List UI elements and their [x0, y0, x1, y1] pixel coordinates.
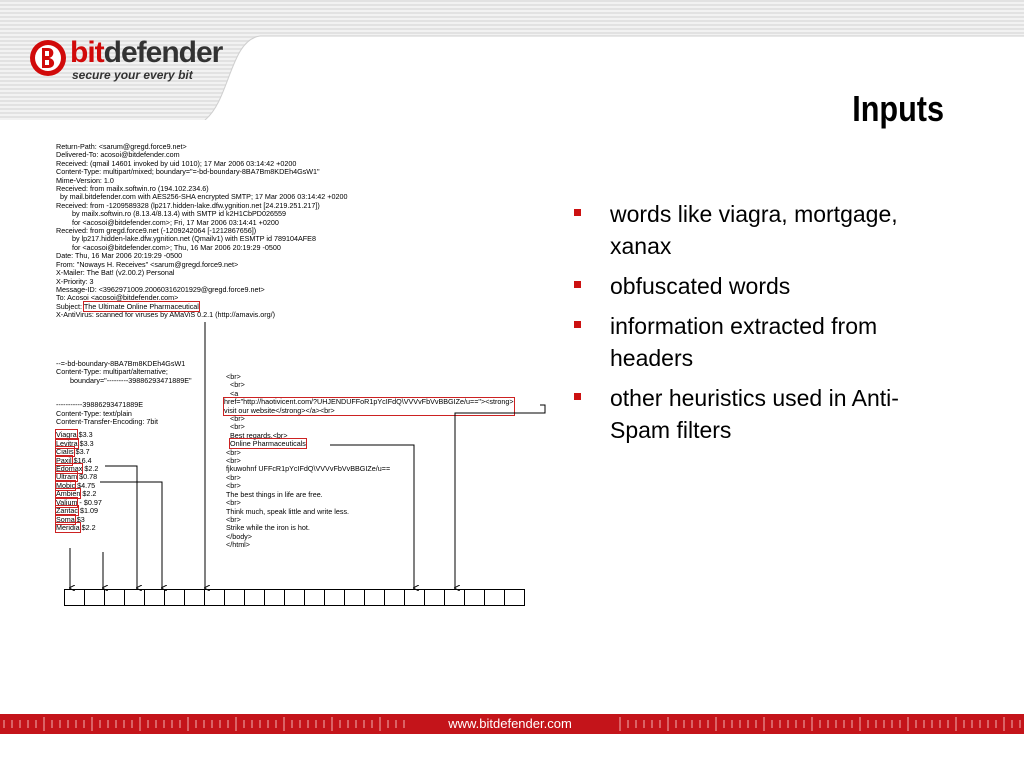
email-text-part	[56, 360, 226, 532]
product-name: Ultram	[56, 472, 78, 482]
bullet-text: obfuscated words	[610, 273, 791, 299]
feature-cell	[244, 589, 265, 606]
bullet-item	[574, 270, 914, 302]
signature-value: Online Pharmaceuticals	[230, 439, 306, 449]
product-name: Ambien	[56, 489, 81, 499]
html-link-line: href="http://haotivicent.com/?UHJENDUFFoR1pYcIFdQ\VVVvFbVvBBGIZe/u=="><strong>	[224, 397, 514, 407]
product-price: $1.09	[77, 506, 98, 516]
header-line: Mime-Version: 1.0	[56, 175, 114, 185]
header-line: for <acosoi@bitdefender.com>; Thu, 16 Mar 2006 20:19:29 -0500	[56, 242, 281, 252]
html-line: <br>	[226, 472, 241, 482]
bullet-text: information extracted from headers	[610, 313, 878, 371]
feature-cell	[164, 589, 185, 606]
product-price: $0.78	[77, 472, 98, 482]
feature-cell	[344, 589, 365, 606]
header-line: by mail.bitdefender.com with AES256-SHA encrypted SMTP; 17 Mar 2006 03:14:42 +0200	[56, 192, 348, 202]
feature-cell	[404, 589, 425, 606]
product-name: Paxil	[56, 455, 72, 465]
html-line: Strike while the iron is hot.	[226, 523, 310, 533]
email-source	[56, 143, 536, 320]
product-name: Edomax	[56, 464, 83, 474]
email-header-lines	[56, 143, 536, 303]
header-line: X-Priority: 3	[56, 276, 94, 286]
bullet-square-icon	[574, 209, 581, 216]
product-price: $3	[74, 514, 85, 524]
header-line: Received: from gregd.force9.net (-1209242064 [-1212867656])	[56, 226, 257, 236]
html-line: <br>	[226, 481, 241, 491]
bullet-text: words like viagra, mortgage, xanax	[610, 201, 898, 259]
html-lines-top	[226, 373, 546, 398]
html-line: <br>	[226, 456, 241, 466]
bullet-item	[574, 198, 914, 262]
product-name: Zantac	[56, 506, 78, 516]
plain-part-line: Content-Type: text/plain	[56, 408, 132, 418]
product-name: Soma	[56, 514, 75, 524]
html-line: <br>	[226, 514, 241, 524]
html-lines-bottom	[226, 449, 546, 550]
bullet-square-icon	[574, 321, 581, 328]
header-line: for <acosoi@bitdefender.com>; Fri, 17 Mar 2006 03:14:41 +0200	[56, 217, 279, 227]
bitdefender-logo-icon	[28, 38, 68, 78]
product-price: $4.75	[75, 480, 96, 490]
feature-cell	[444, 589, 465, 606]
brand-name	[70, 36, 222, 70]
product-price: $3.7	[73, 447, 90, 457]
header-line: Delivered-To: acosoi@bitdefender.com	[56, 150, 180, 160]
email-antivirus-line: X-AntiVirus: scanned for viruses by AMaViS 0.2.1 (http://amavis.org/)	[56, 310, 276, 320]
feature-cell	[484, 589, 505, 606]
plain-part-line: Content-Transfer-Encoding: 7bit	[56, 417, 159, 427]
product-row	[56, 524, 226, 532]
footer-url: www.bitdefender.com	[420, 715, 600, 733]
feature-cell	[264, 589, 285, 606]
html-line: <br>	[226, 414, 245, 424]
product-price: $2.2	[79, 522, 96, 532]
html-line: The best things in life are free.	[226, 489, 323, 499]
header-line: X-Mailer: The Bat! (v2.00.2) Personal	[56, 268, 175, 278]
brand-logo	[28, 36, 223, 86]
feature-cell	[504, 589, 525, 606]
product-name: Viagra	[56, 430, 77, 440]
plain-part-lines	[56, 401, 226, 426]
feature-cell	[64, 589, 85, 606]
slide-title: Inputs	[852, 88, 944, 129]
feature-cell	[84, 589, 105, 606]
multipart-line: --=-bd-boundary-8BA7Bm8KDEh4GsW1	[56, 359, 186, 368]
product-price: $2.2	[80, 489, 97, 499]
product-name: Mobic	[56, 480, 76, 490]
product-price: $3.3	[77, 438, 94, 448]
product-price: $3.3	[76, 430, 93, 440]
html-line: fjkuwohnf UFFcR1pYcIFdQ\VVVvFbVvBBGIZe/u==	[226, 464, 391, 474]
brand-tagline: secure your every bit	[72, 68, 193, 82]
product-name: Valium	[56, 497, 78, 507]
product-list	[56, 431, 226, 532]
html-line: <br>	[226, 422, 245, 432]
feature-cell	[224, 589, 245, 606]
html-line: </body>	[226, 531, 252, 541]
html-line: <a	[226, 388, 239, 398]
feature-cell	[284, 589, 305, 606]
feature-cell	[204, 589, 225, 606]
header-line: by lp217.hidden-lake.dfw.ygnition.net (Qmailv1) with ESMTP id 789104AFE8	[56, 234, 316, 244]
bullet-text: other heuristics used in Anti-Spam filters	[610, 385, 899, 443]
email-html-part	[226, 373, 546, 550]
bullet-square-icon	[574, 393, 581, 400]
html-line: <br>	[226, 498, 241, 508]
feature-cell	[124, 589, 145, 606]
feature-cell	[364, 589, 385, 606]
feature-cell	[304, 589, 325, 606]
product-price: - $0.97	[77, 497, 102, 507]
header-line: Message-ID: <3962971009.20060316201929@gregd.force9.net>	[56, 284, 265, 294]
brand-name-bit: bit	[70, 36, 104, 69]
feature-cell	[424, 589, 445, 606]
feature-cell	[324, 589, 345, 606]
html-lines-mid	[226, 415, 546, 440]
feature-cell	[144, 589, 165, 606]
header-line: Received: (qmail 14601 invoked by uid 1010); 17 Mar 2006 03:14:42 +0200	[56, 158, 297, 168]
plain-part-line: -----------39886293471889E	[56, 400, 144, 410]
html-line: <br>	[226, 372, 241, 381]
subject-label: Subject:	[56, 301, 84, 311]
product-name: Meridia	[56, 522, 80, 532]
multipart-line: boundary="---------39886293471889E"	[56, 375, 192, 385]
header-line: Date: Thu, 16 Mar 2006 20:19:29 -0500	[56, 251, 183, 261]
header-line: Received: from mailx.softwin.ro (194.102.234.6)	[56, 184, 209, 194]
header-line: Content-Type: multipart/mixed; boundary="=-bd-boundary-8BA7Bm8KDEh4GsW1"	[56, 167, 320, 177]
product-price: $16.4	[71, 455, 92, 465]
html-line: Think much, speak little and write less.	[226, 506, 350, 516]
feature-cell	[384, 589, 405, 606]
feature-cell	[104, 589, 125, 606]
product-price: $2.2	[82, 464, 99, 474]
product-name: Levitra	[56, 438, 78, 448]
signature-line	[226, 440, 546, 448]
header-line: by mailx.softwin.ro (8.13.4/8.13.4) with SMTP id k2H1CbPD026559	[56, 209, 286, 219]
html-link-box	[224, 398, 514, 415]
subject-value: The Ultimate Online Pharmaceutical	[83, 301, 199, 311]
footer-bar	[0, 714, 1024, 734]
html-line: </html>	[226, 540, 250, 550]
product-name: Cialis	[56, 447, 74, 457]
html-link-line: visit our website</strong></a><br>	[224, 405, 335, 415]
brand-name-defender: defender	[103, 36, 223, 69]
multipart-line: Content-Type: multipart/alternative;	[56, 367, 168, 377]
bullet-square-icon	[574, 281, 581, 288]
bullet-item	[574, 310, 914, 374]
bullet-list	[574, 198, 914, 454]
html-line: <br>	[226, 447, 241, 457]
header-line: From: "Noways H. Receives" <sarum@gregd.force9.net>	[56, 259, 239, 269]
feature-vector	[65, 589, 525, 605]
feature-cell	[464, 589, 485, 606]
header-line: To: Acosoi <acosoi@bitdefender.com>	[56, 293, 179, 303]
header-line: Received: from -1209589328 (lp217.hidden-lake.dfw.ygnition.net [24.219.251.217])	[56, 200, 320, 210]
html-line: Best regards,<br>	[226, 430, 288, 440]
multipart-lines	[56, 360, 226, 385]
header-line: Return-Path: <sarum@gregd.force9.net>	[56, 142, 187, 151]
html-line: <br>	[226, 380, 245, 390]
bullet-item	[574, 382, 914, 446]
feature-cell	[184, 589, 205, 606]
